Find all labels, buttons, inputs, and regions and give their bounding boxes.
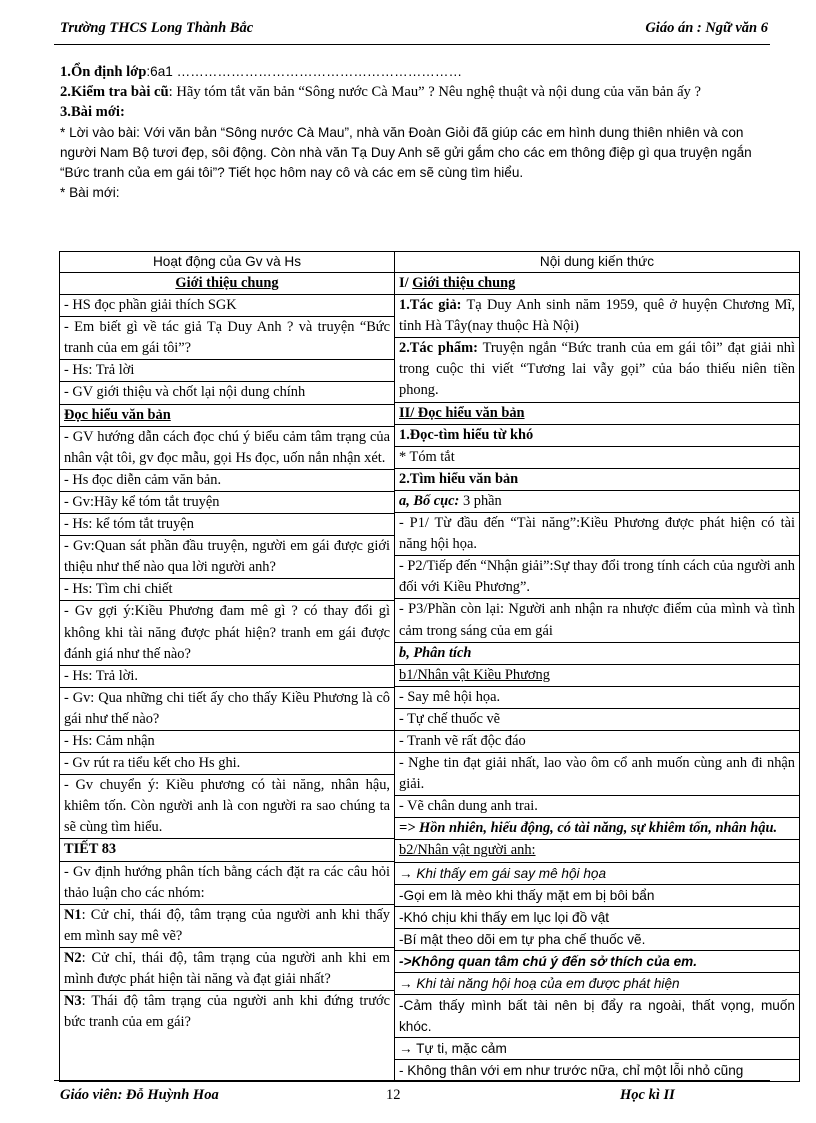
arrow-right-icon: → bbox=[399, 1041, 413, 1057]
list-item: - Gv:Quan sát phần đầu truyện, người em gái được giới thiệu như thế nào qua lời người anh? bbox=[60, 535, 394, 578]
list-item: - P1/ Từ đầu đến “Tài năng”:Kiều Phương được phát hiện có tài năng hội họa. bbox=[395, 512, 799, 555]
list-item: b, Phân tích bbox=[395, 642, 799, 664]
list-item: - Say mê hội họa. bbox=[395, 686, 799, 708]
intro-p1: 1.Ổn định lớp:6a1 ……………………………………………………… bbox=[60, 64, 463, 80]
intro-p4: * Lời vào bài: Với văn bản “Sông nước Cà Mau”, nhà văn Đoàn Giỏi đã giúp các em hình dung thiên nhiên và con người Nam Bộ tươi đẹp, sôi động. Còn nhà văn Tạ Duy Anh sẽ gửi gắm cho các em thông điệp gì qua truyện ngắn “Bức tranh của em gái tôi”? Tiết học hôm nay cô và các em sẽ cùng tìm hiểu. bbox=[60, 124, 752, 181]
list-item: - Gv gợi ý:Kiều Phương đam mê gì ? có thay đổi gì không khi tài năng được phát hiện? tranh em gái được đánh giá như thế nào? bbox=[60, 600, 394, 664]
list-item: - P2/Tiếp đến “Nhận giải”:Sự thay đổi trong tính cách của người anh đối với Kiều Phương”. bbox=[395, 555, 799, 598]
list-item: - GV hướng dẫn cách đọc chú ý biểu cảm tâm trạng của nhân vật tôi, gv đọc mẫu, gọi Hs đọc, uốn nắn nhận xét. bbox=[60, 426, 394, 469]
knowledge-content bbox=[395, 273, 800, 1082]
list-item: - Gv rút ra tiểu kết cho Hs ghi. bbox=[60, 752, 394, 774]
list-item: → Tự ti, mặc cảm bbox=[395, 1037, 799, 1059]
term-label: Học kì II bbox=[620, 1087, 675, 1103]
list-item: N1: Cử chỉ, thái độ, tâm trạng của người anh khi thấy em mình say mê vẽ? bbox=[60, 904, 394, 947]
school-name: Trường THCS Long Thành Bắc bbox=[60, 20, 254, 36]
list-item: a, Bố cục: 3 phần bbox=[395, 490, 799, 512]
arrow-right-icon: → bbox=[399, 865, 413, 881]
list-item: 2.Tác phẩm: Truyện ngắn “Bức tranh của em gái tôi” đạt giải nhì trong cuộc thi viết “Tương lai vẫy gọi” của báo thiếu niên tiền phong. bbox=[395, 337, 799, 401]
list-item: 1.Đọc-tìm hiểu từ khó bbox=[395, 424, 799, 446]
table-body-row bbox=[60, 273, 800, 1082]
page-number: 12 bbox=[386, 1087, 401, 1103]
list-item: -Bí mật theo dõi em tự pha chế thuốc vẽ. bbox=[395, 928, 799, 950]
list-item: - Gv định hướng phân tích bằng cách đặt ra các câu hỏi thảo luận cho các nhóm: bbox=[60, 861, 394, 904]
arrow-right-icon: → bbox=[399, 976, 413, 991]
list-item: - Tự chế thuốc vẽ bbox=[395, 708, 799, 730]
list-item: - P3/Phần còn lại: Người anh nhận ra nhược điểm của mình và tình cảm trong sáng của em gái bbox=[395, 598, 799, 641]
lesson-table bbox=[59, 251, 800, 1082]
subject-title: Giáo án : Ngữ văn 6 bbox=[645, 20, 768, 36]
header-rule bbox=[54, 44, 770, 45]
intro-p5: * Bài mới: bbox=[60, 185, 120, 201]
list-item: - Em biết gì về tác giả Tạ Duy Anh ? và truyện “Bức tranh của em gái tôi”? bbox=[60, 316, 394, 359]
intro-p2: 2.Kiểm tra bài cũ: Hãy tóm tắt văn bản “Sông nước Cà Mau” ? Nêu nghệ thuật và nội dung của văn bản ấy ? bbox=[60, 84, 701, 101]
list-item: ->Không quan tâm chú ý đến sở thích của em. bbox=[395, 950, 799, 972]
list-item: - Tranh vẽ rất độc đáo bbox=[395, 730, 799, 752]
list-item: - Gv:Hãy kể tóm tắt truyện bbox=[60, 491, 394, 513]
page-footer bbox=[60, 1087, 768, 1107]
list-item: → Khi tài năng hội hoạ của em được phát hiện bbox=[395, 972, 799, 994]
list-item: - Hs: Tìm chi chiết bbox=[60, 578, 394, 600]
list-item: - Gv: Qua những chi tiết ấy cho thấy Kiều Phương là cô gái như thế nào? bbox=[60, 687, 394, 730]
list-item: -Khó chịu khi thấy em lục lọi đồ vật bbox=[395, 906, 799, 928]
list-item: * Tóm tắt bbox=[395, 446, 799, 468]
footer-rule bbox=[54, 1080, 770, 1081]
list-item: - HS đọc phần giải thích SGK bbox=[60, 294, 394, 316]
teacher-activities bbox=[60, 273, 395, 1082]
section-title: TIẾT 83 bbox=[60, 838, 394, 860]
list-item: -Cảm thấy mình bất tài nên bị đẩy ra ngoài, thất vọng, muốn khóc. bbox=[395, 994, 799, 1037]
list-item: 1.Tác giả: Tạ Duy Anh sinh năm 1959, quê ở huyện Chương Mĩ, tỉnh Hà Tây(nay thuộc Hà Nội) bbox=[395, 294, 799, 337]
section-title: II/ Đọc hiểu văn bản bbox=[395, 402, 799, 424]
list-item: - Vẽ chân dung anh trai. bbox=[395, 795, 799, 817]
list-item: b1/Nhân vật Kiều Phương bbox=[395, 664, 799, 686]
list-item: - Gv chuyển ý: Kiều phương có tài năng, nhân hậu, khiêm tốn. Còn người anh là con người ra sao chúng ta sẽ cùng tìm hiểu. bbox=[60, 774, 394, 838]
list-item: - Hs đọc diễn cảm văn bản. bbox=[60, 469, 394, 491]
list-item: => Hồn nhiên, hiếu động, có tài năng, sự khiêm tốn, nhân hậu. bbox=[395, 817, 799, 839]
lesson-intro bbox=[60, 62, 770, 203]
section-title: I/ Giới thiệu chung bbox=[399, 275, 516, 291]
list-item: -Gọi em là mèo khi thấy mặt em bị bôi bẩn bbox=[395, 884, 799, 906]
section-title: Đọc hiểu văn bản bbox=[60, 404, 394, 426]
list-item: N2: Cử chỉ, thái độ, tâm trạng của người anh khi em mình được phát hiện tài năng và đạt giải nhất? bbox=[60, 947, 394, 990]
teacher-name: Giáo viên: Đỗ Huỳnh Hoa bbox=[60, 1087, 219, 1103]
section-title: Giới thiệu chung bbox=[175, 275, 279, 291]
list-item: → Khi thấy em gái say mê hội họa bbox=[395, 862, 799, 884]
page-header bbox=[60, 20, 768, 40]
col1-header: Hoạt động của Gv và Hs bbox=[60, 252, 395, 273]
col2-header: Nội dung kiến thức bbox=[395, 252, 800, 273]
intro-p3: 3.Bài mới: bbox=[60, 104, 125, 121]
list-item: - Hs: Trả lời. bbox=[60, 665, 394, 687]
list-item: b2/Nhân vật người anh: bbox=[395, 839, 799, 861]
list-item: - Hs: Cảm nhận bbox=[60, 730, 394, 752]
list-item: 2.Tìm hiểu văn bản bbox=[395, 468, 799, 490]
list-item: - Hs: Trả lời bbox=[60, 359, 394, 381]
list-item: N3: Thái độ tâm trạng của người anh khi đứng trước bức tranh của em gái? bbox=[60, 990, 394, 1033]
list-item: - Nghe tin đạt giải nhất, lao vào ôm cổ anh muốn cùng anh đi nhận giải. bbox=[395, 752, 799, 795]
list-item: - Không thân với em như trước nữa, chỉ một lỗi nhỏ cũng bbox=[395, 1059, 799, 1081]
table-header-row bbox=[60, 252, 800, 273]
list-item: - Hs: kể tóm tắt truyện bbox=[60, 513, 394, 535]
list-item: - GV giới thiệu và chốt lại nội dung chính bbox=[60, 381, 394, 403]
